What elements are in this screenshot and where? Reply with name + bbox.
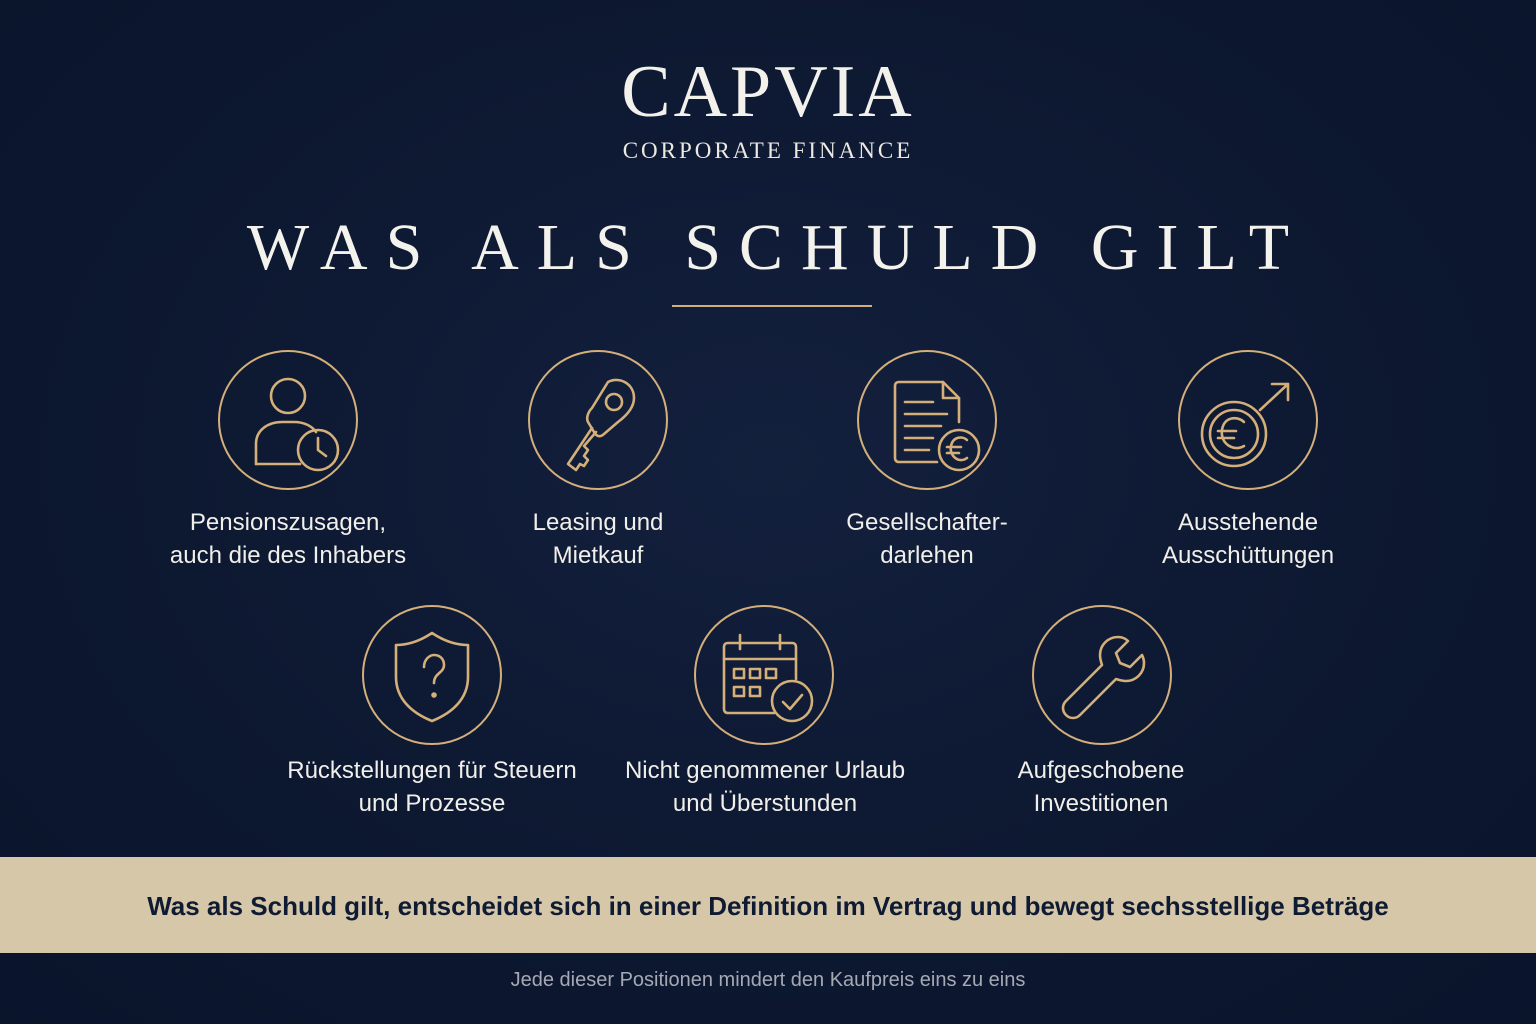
debt-item-pension <box>118 350 458 580</box>
euro-arrow-up-icon <box>1178 350 1318 490</box>
person-clock-icon <box>218 350 358 490</box>
item-label-line2: und Prozesse <box>358 790 506 817</box>
shield-question-icon <box>362 605 502 745</box>
debt-item-distributions <box>1078 350 1418 580</box>
debt-item-shareholder-loan <box>757 350 1097 580</box>
debt-item-vacation <box>595 605 935 835</box>
page-title: WAS ALS SCHULD GILT <box>246 211 1308 284</box>
wrench-icon <box>1032 605 1172 745</box>
key-icon <box>528 350 668 490</box>
document-euro-icon <box>857 350 997 490</box>
item-label-line1: Nicht genommener Urlaub <box>624 757 906 784</box>
banner-text: Was als Schuld gilt, entscheidet sich in einer Definition im Vertrag und bewegt sechsstellige Beträge <box>147 891 1389 921</box>
item-label-line2: und Überstunden <box>672 790 858 817</box>
debt-item-provisions <box>262 605 602 835</box>
item-label-line1: Rückstellungen für Steuern <box>287 757 577 784</box>
item-label-line2: darlehen <box>880 542 974 569</box>
debt-item-leasing <box>428 350 768 580</box>
brand-logo-subtitle: CORPORATE FINANCE <box>622 138 914 163</box>
footer-note: Jede dieser Positionen mindert den Kaufpreis eins zu eins <box>510 969 1026 991</box>
item-label-line1: Ausstehende <box>1177 509 1319 536</box>
item-label-line2: Investitionen <box>1033 790 1169 817</box>
brand-logo-name: CAPVIA <box>621 51 915 133</box>
item-label-line2: auch die des Inhabers <box>169 542 407 569</box>
item-label-line2: Ausschüttungen <box>1161 542 1335 569</box>
item-label-line1: Gesellschafter- <box>846 509 1008 536</box>
item-label-line1: Leasing und <box>532 509 664 536</box>
item-label-line1: Pensionszusagen, <box>189 509 387 536</box>
key-message-banner <box>0 857 1536 953</box>
calendar-check-icon <box>694 605 834 745</box>
item-label-line1: Aufgeschobene <box>1017 757 1185 784</box>
title-divider <box>672 305 872 307</box>
item-label-line2: Mietkauf <box>552 542 644 569</box>
debt-item-investments <box>931 605 1271 835</box>
